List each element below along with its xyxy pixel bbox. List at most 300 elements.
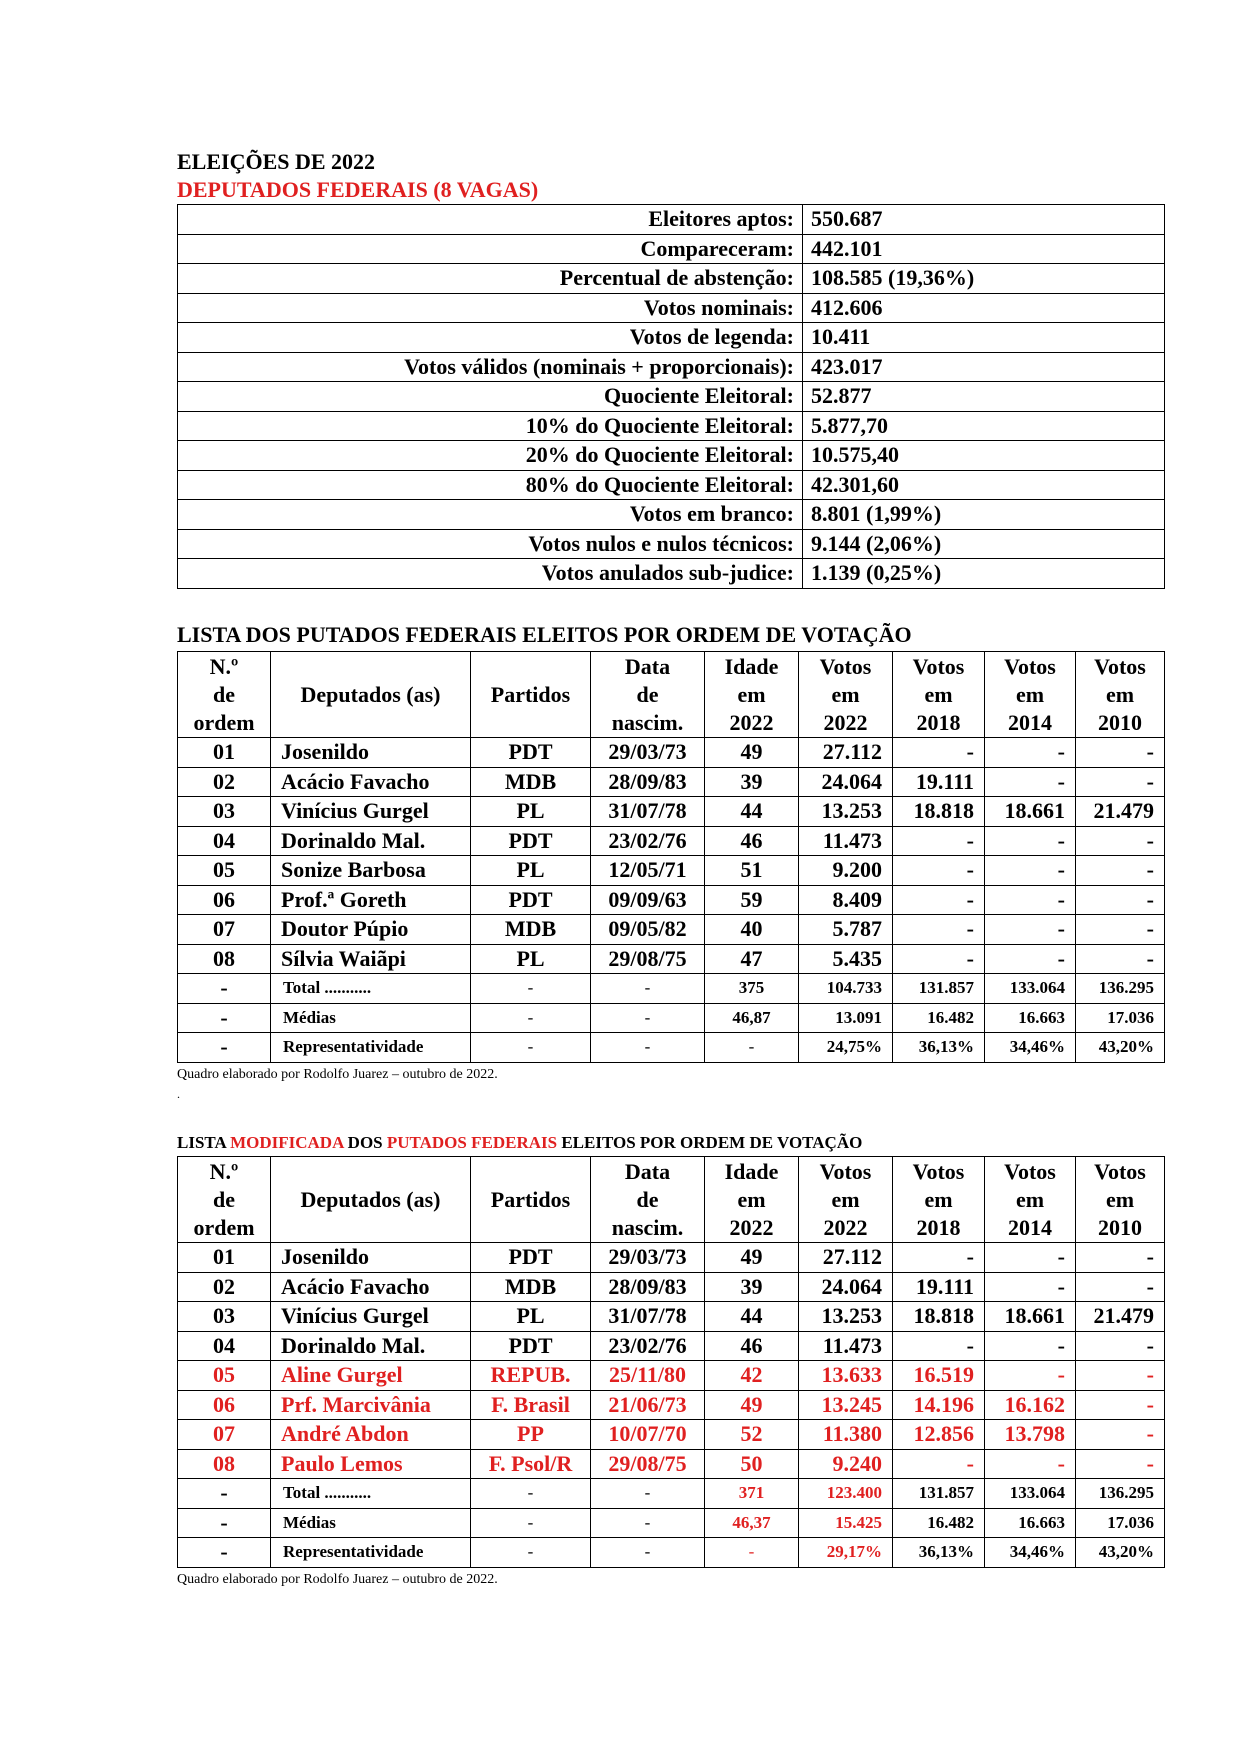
cell-v2018: - [893, 1243, 985, 1273]
total-cell-nome: Médias [271, 1003, 471, 1033]
total-cell-v2010: 43,20% [1076, 1033, 1165, 1063]
cell-v2022: 13.253 [799, 797, 893, 827]
header-line: Idade [724, 653, 779, 679]
total-cell-partido: - [471, 974, 591, 1004]
cell-ordem: 04 [178, 826, 271, 856]
cell-nome: Acácio Favacho [271, 1272, 471, 1302]
cell-idade: 39 [705, 1272, 799, 1302]
summary-label: Votos anulados sub-judice: [178, 559, 803, 589]
total-cell-nasc: - [591, 1538, 705, 1568]
cell-nome: Dorinaldo Mal. [271, 826, 471, 856]
summary-value: 42.301,60 [803, 470, 1165, 500]
summary-value: 8.801 (1,99%) [803, 500, 1165, 530]
cell-partido: REPUB. [471, 1361, 591, 1391]
table-row [178, 1272, 1165, 1302]
total-cell-idade: 46,87 [705, 1003, 799, 1033]
cell-v2022: 11.473 [799, 1331, 893, 1361]
cell-v2010: - [1076, 1243, 1165, 1273]
total-cell-v2014: 34,46% [985, 1033, 1076, 1063]
cell-nome: Dorinaldo Mal. [271, 1331, 471, 1361]
cell-v2022: 5.787 [799, 915, 893, 945]
table-row [178, 1331, 1165, 1361]
cell-nasc: 09/09/63 [591, 885, 705, 915]
document-title: ELEIÇÕES DE 2022 [177, 149, 376, 174]
total-cell-v2010: 136.295 [1076, 974, 1165, 1004]
header-line: de [636, 1186, 659, 1212]
cell-nasc: 29/03/73 [591, 1243, 705, 1273]
total-cell-nome: Total ........... [271, 974, 471, 1004]
header-line: Data [624, 1158, 671, 1184]
cell-ordem: 08 [178, 944, 271, 974]
cell-nome: Sonize Barbosa [271, 856, 471, 886]
total-cell-nome: Total ........... [271, 1479, 471, 1509]
summary-row [178, 441, 1165, 471]
cell-ordem: 06 [178, 1390, 271, 1420]
cell-ordem: 06 [178, 885, 271, 915]
totals-row [178, 1508, 1165, 1538]
header-line: Votos [1094, 1158, 1146, 1184]
cell-v2018: 19.111 [893, 767, 985, 797]
list2-source-note: Quadro elaborado por Rodolfo Juarez – outubro de 2022. [177, 1572, 498, 1587]
header-idade [705, 1157, 799, 1243]
total-cell-ordem: - [178, 1033, 271, 1063]
cell-v2018: - [893, 856, 985, 886]
cell-v2010: 21.479 [1076, 1302, 1165, 1332]
cell-partido: PDT [471, 885, 591, 915]
cell-v2018: 19.111 [893, 1272, 985, 1302]
cell-v2010: - [1076, 1390, 1165, 1420]
cell-partido: MDB [471, 915, 591, 945]
header-line: em [1015, 1186, 1045, 1212]
cell-v2018: - [893, 738, 985, 768]
header-line: N.º [209, 653, 239, 679]
cell-idade: 46 [705, 1331, 799, 1361]
header-v2018 [893, 1157, 985, 1243]
cell-v2014: - [985, 738, 1076, 768]
total-cell-v2018: 16.482 [893, 1508, 985, 1538]
total-cell-ordem: - [178, 1538, 271, 1568]
table-row [178, 1302, 1165, 1332]
cell-nasc: 29/03/73 [591, 738, 705, 768]
header-line: de [213, 681, 235, 707]
header-v2022 [799, 652, 893, 738]
header-line: Votos [1004, 1158, 1056, 1184]
summary-label: Votos válidos (nominais + proporcionais): [178, 352, 803, 382]
header-ordem [178, 652, 271, 738]
cell-ordem: 02 [178, 767, 271, 797]
cell-v2022: 24.064 [799, 1272, 893, 1302]
cell-v2014: - [985, 915, 1076, 945]
total-cell-v2014: 133.064 [985, 1479, 1076, 1509]
cell-idade: 49 [705, 738, 799, 768]
cell-v2014: - [985, 1361, 1076, 1391]
summary-row [178, 500, 1165, 530]
total-cell-ordem: - [178, 1003, 271, 1033]
cell-partido: PDT [471, 1243, 591, 1273]
cell-v2010: - [1076, 944, 1165, 974]
cell-v2018: 18.818 [893, 1302, 985, 1332]
cell-nasc: 21/06/73 [591, 1390, 705, 1420]
summary-table [177, 204, 1165, 589]
cell-v2010: - [1076, 856, 1165, 886]
cell-idade: 51 [705, 856, 799, 886]
total-cell-nome: Médias [271, 1508, 471, 1538]
cell-v2014: - [985, 1272, 1076, 1302]
cell-nasc: 09/05/82 [591, 915, 705, 945]
cell-nome: Sílvia Waiãpi [271, 944, 471, 974]
cell-nome: Josenildo [271, 738, 471, 768]
total-cell-idade: 375 [705, 974, 799, 1004]
header-nasc [591, 1157, 705, 1243]
total-cell-nome: Representatividade [271, 1033, 471, 1063]
total-cell-nome: Representatividade [271, 1538, 471, 1568]
cell-partido: PDT [471, 1331, 591, 1361]
total-cell-ordem: - [178, 1508, 271, 1538]
total-cell-v2022: 29,17% [799, 1538, 893, 1568]
cell-nome: Prf. Marcivânia [271, 1390, 471, 1420]
summary-label: Votos em branco: [178, 500, 803, 530]
total-cell-v2014: 34,46% [985, 1538, 1076, 1568]
summary-row [178, 559, 1165, 589]
cell-v2022: 13.633 [799, 1361, 893, 1391]
cell-partido: PDT [471, 826, 591, 856]
summary-value: 10.411 [803, 323, 1165, 353]
summary-row [178, 264, 1165, 294]
cell-partido: PL [471, 1302, 591, 1332]
total-cell-v2018: 131.857 [893, 1479, 985, 1509]
header-line: em [1105, 1186, 1135, 1212]
cell-v2014: - [985, 767, 1076, 797]
cell-v2018: 16.519 [893, 1361, 985, 1391]
summary-row [178, 529, 1165, 559]
cell-nasc: 25/11/80 [591, 1361, 705, 1391]
cell-v2014: - [985, 944, 1076, 974]
cell-nasc: 29/08/75 [591, 1449, 705, 1479]
cell-v2014: 18.661 [985, 1302, 1076, 1332]
list2-title-part: LISTA [177, 1133, 231, 1152]
cell-v2018: 12.856 [893, 1420, 985, 1450]
table-row [178, 1361, 1165, 1391]
cell-partido: PL [471, 797, 591, 827]
cell-nome: Josenildo [271, 1243, 471, 1273]
header-line: Idade [724, 1158, 779, 1184]
cell-v2014: 16.162 [985, 1390, 1076, 1420]
header-partido [471, 652, 591, 738]
cell-v2018: - [893, 1449, 985, 1479]
header-line: em [924, 681, 953, 707]
cell-v2018: - [893, 1331, 985, 1361]
summary-row [178, 293, 1165, 323]
cell-partido: PDT [471, 738, 591, 768]
summary-label: Eleitores aptos: [178, 205, 803, 235]
summary-value: 52.877 [803, 382, 1165, 412]
list2-title [177, 1133, 862, 1153]
cell-v2010: - [1076, 1272, 1165, 1302]
summary-value: 108.585 (19,36%) [803, 264, 1165, 294]
totals-row [178, 1003, 1165, 1033]
summary-label: Votos nulos e nulos técnicos: [178, 529, 803, 559]
header-line: N.º [209, 1158, 239, 1184]
header-v2018 [893, 652, 985, 738]
cell-v2022: 9.240 [799, 1449, 893, 1479]
summary-label: 10% do Quociente Eleitoral: [178, 411, 803, 441]
total-cell-v2018: 131.857 [893, 974, 985, 1004]
cell-idade: 49 [705, 1390, 799, 1420]
cell-ordem: 03 [178, 1302, 271, 1332]
cell-v2022: 13.253 [799, 1302, 893, 1332]
total-cell-v2014: 16.663 [985, 1508, 1076, 1538]
header-v2014 [985, 1157, 1076, 1243]
total-cell-nasc: - [591, 974, 705, 1004]
cell-v2022: 5.435 [799, 944, 893, 974]
totals-row [178, 974, 1165, 1004]
cell-idade: 47 [705, 944, 799, 974]
cell-nome: Acácio Favacho [271, 767, 471, 797]
cell-v2018: - [893, 915, 985, 945]
summary-value: 1.139 (0,25%) [803, 559, 1165, 589]
header-line: Data [624, 653, 671, 679]
total-cell-v2022: 15.425 [799, 1508, 893, 1538]
summary-label: Compareceram: [178, 234, 803, 264]
total-cell-v2018: 36,13% [893, 1033, 985, 1063]
cell-ordem: 05 [178, 1361, 271, 1391]
cell-v2018: - [893, 885, 985, 915]
summary-value: 442.101 [803, 234, 1165, 264]
table-row [178, 797, 1165, 827]
total-cell-idade: 371 [705, 1479, 799, 1509]
header-line: em [737, 1186, 766, 1212]
table-header-row [178, 1157, 1165, 1243]
header-line: em [1015, 681, 1045, 707]
total-cell-v2010: 17.036 [1076, 1508, 1165, 1538]
cell-nasc: 10/07/70 [591, 1420, 705, 1450]
header-line: em [831, 681, 860, 707]
separator-dot: . [177, 1087, 180, 1101]
cell-nasc: 31/07/78 [591, 797, 705, 827]
header-line: de [636, 681, 659, 707]
table-row [178, 944, 1165, 974]
header-nasc [591, 652, 705, 738]
header-nome [271, 652, 471, 738]
cell-v2018: - [893, 826, 985, 856]
header-line: 2018 [916, 709, 961, 735]
cell-ordem: 01 [178, 1243, 271, 1273]
table-row [178, 856, 1165, 886]
header-line: Votos [912, 1158, 965, 1184]
cell-v2010: - [1076, 738, 1165, 768]
total-cell-idade: 46,37 [705, 1508, 799, 1538]
cell-nome: Aline Gurgel [271, 1361, 471, 1391]
header-line: 2018 [916, 1214, 961, 1240]
cell-v2014: - [985, 826, 1076, 856]
header-line: 2014 [1008, 709, 1052, 735]
total-cell-partido: - [471, 1508, 591, 1538]
summary-row [178, 323, 1165, 353]
cell-ordem: 03 [178, 797, 271, 827]
totals-row [178, 1479, 1165, 1509]
summary-label: Quociente Eleitoral: [178, 382, 803, 412]
total-cell-partido: - [471, 1538, 591, 1568]
summary-value: 412.606 [803, 293, 1165, 323]
summary-value: 550.687 [803, 205, 1165, 235]
header-ordem [178, 1157, 271, 1243]
cell-v2014: - [985, 885, 1076, 915]
header-idade [705, 652, 799, 738]
summary-label: Votos de legenda: [178, 323, 803, 353]
cell-idade: 52 [705, 1420, 799, 1450]
cell-ordem: 07 [178, 915, 271, 945]
cell-v2022: 8.409 [799, 885, 893, 915]
total-cell-v2010: 17.036 [1076, 1003, 1165, 1033]
cell-v2022: 11.473 [799, 826, 893, 856]
header-line: 2022 [823, 1214, 868, 1240]
list2-title-highlight: PUTADOS FEDERAIS [386, 1133, 558, 1152]
total-cell-v2022: 104.733 [799, 974, 893, 1004]
total-cell-v2010: 43,20% [1076, 1538, 1165, 1568]
cell-v2010: - [1076, 1420, 1165, 1450]
total-cell-v2022: 13.091 [799, 1003, 893, 1033]
total-cell-idade: - [705, 1538, 799, 1568]
cell-v2010: - [1076, 767, 1165, 797]
header-v2014 [985, 652, 1076, 738]
header-line: em [831, 1186, 860, 1212]
cell-idade: 49 [705, 1243, 799, 1273]
header-line: em [737, 681, 766, 707]
total-cell-nasc: - [591, 1508, 705, 1538]
header-line: nascim. [611, 709, 684, 735]
cell-nome: Paulo Lemos [271, 1449, 471, 1479]
cell-idade: 50 [705, 1449, 799, 1479]
header-line: em [1105, 681, 1135, 707]
table-row [178, 1420, 1165, 1450]
summary-row [178, 234, 1165, 264]
table-row [178, 1243, 1165, 1273]
document-subtitle: DEPUTADOS FEDERAIS (8 VAGAS) [177, 177, 539, 202]
cell-nome: Vinícius Gurgel [271, 797, 471, 827]
total-cell-nasc: - [591, 1033, 705, 1063]
cell-nasc: 31/07/78 [591, 1302, 705, 1332]
summary-row [178, 382, 1165, 412]
cell-v2014: 18.661 [985, 797, 1076, 827]
cell-partido: PL [471, 944, 591, 974]
cell-idade: 46 [705, 826, 799, 856]
total-cell-nasc: - [591, 1003, 705, 1033]
total-cell-v2022: 123.400 [799, 1479, 893, 1509]
table-row [178, 826, 1165, 856]
cell-ordem: 04 [178, 1331, 271, 1361]
cell-nasc: 29/08/75 [591, 944, 705, 974]
cell-ordem: 07 [178, 1420, 271, 1450]
header-line: 2022 [823, 709, 868, 735]
table-row [178, 885, 1165, 915]
table-row [178, 1390, 1165, 1420]
cell-partido: F. Brasil [471, 1390, 591, 1420]
cell-partido: MDB [471, 767, 591, 797]
list1-source-note: Quadro elaborado por Rodolfo Juarez – outubro de 2022. [177, 1067, 498, 1082]
header-v2010 [1076, 1157, 1165, 1243]
cell-nome: André Abdon [271, 1420, 471, 1450]
total-cell-v2022: 24,75% [799, 1033, 893, 1063]
header-line: Partidos [490, 1186, 571, 1212]
header-line: 2022 [729, 709, 774, 735]
table-row [178, 915, 1165, 945]
summary-label: Percentual de abstenção: [178, 264, 803, 294]
list2-title-part: DOS [343, 1133, 387, 1152]
summary-label: Votos nominais: [178, 293, 803, 323]
cell-v2010: - [1076, 885, 1165, 915]
summary-label: 20% do Quociente Eleitoral: [178, 441, 803, 471]
total-cell-ordem: - [178, 974, 271, 1004]
cell-v2010: - [1076, 915, 1165, 945]
cell-partido: PP [471, 1420, 591, 1450]
total-cell-v2014: 133.064 [985, 974, 1076, 1004]
cell-idade: 59 [705, 885, 799, 915]
cell-v2014: 13.798 [985, 1420, 1076, 1450]
cell-v2022: 24.064 [799, 767, 893, 797]
header-v2010 [1076, 652, 1165, 738]
header-line: Votos [1004, 653, 1056, 679]
cell-v2014: - [985, 856, 1076, 886]
cell-nome: Vinícius Gurgel [271, 1302, 471, 1332]
header-line: 2022 [729, 1214, 774, 1240]
summary-row [178, 205, 1165, 235]
cell-v2022: 9.200 [799, 856, 893, 886]
list2-title-part: ELEITOS POR ORDEM DE VOTAÇÃO [557, 1133, 863, 1152]
cell-v2018: - [893, 944, 985, 974]
cell-ordem: 02 [178, 1272, 271, 1302]
cell-ordem: 08 [178, 1449, 271, 1479]
cell-idade: 44 [705, 797, 799, 827]
list1-title: LISTA DOS PUTADOS FEDERAIS ELEITOS POR ORDEM DE VOTAÇÃO [177, 622, 912, 647]
cell-idade: 44 [705, 1302, 799, 1332]
cell-nasc: 23/02/76 [591, 1331, 705, 1361]
header-line: Votos [819, 1158, 872, 1184]
total-cell-nasc: - [591, 1479, 705, 1509]
total-cell-idade: - [705, 1033, 799, 1063]
header-line: Votos [1094, 653, 1146, 679]
cell-idade: 42 [705, 1361, 799, 1391]
total-cell-v2010: 136.295 [1076, 1479, 1165, 1509]
header-line: Partidos [490, 681, 571, 707]
summary-row [178, 411, 1165, 441]
list2-title-highlight: MODIFICADA [230, 1133, 344, 1152]
header-line: Votos [819, 653, 872, 679]
cell-v2010: 21.479 [1076, 797, 1165, 827]
summary-value: 9.144 (2,06%) [803, 529, 1165, 559]
header-partido [471, 1157, 591, 1243]
cell-nome: Prof.ª Goreth [271, 885, 471, 915]
header-line: Deputados (as) [300, 1186, 441, 1212]
header-nome [271, 1157, 471, 1243]
table-row [178, 767, 1165, 797]
cell-v2022: 27.112 [799, 1243, 893, 1273]
summary-value: 423.017 [803, 352, 1165, 382]
header-line: Votos [912, 653, 965, 679]
cell-v2010: - [1076, 1331, 1165, 1361]
cell-partido: PL [471, 856, 591, 886]
cell-v2010: - [1076, 1361, 1165, 1391]
cell-nasc: 23/02/76 [591, 826, 705, 856]
cell-v2014: - [985, 1243, 1076, 1273]
summary-value: 5.877,70 [803, 411, 1165, 441]
header-line: ordem [193, 709, 255, 735]
total-cell-partido: - [471, 1003, 591, 1033]
total-cell-v2018: 36,13% [893, 1538, 985, 1568]
cell-v2010: - [1076, 826, 1165, 856]
cell-v2022: 27.112 [799, 738, 893, 768]
total-cell-v2018: 16.482 [893, 1003, 985, 1033]
cell-ordem: 01 [178, 738, 271, 768]
